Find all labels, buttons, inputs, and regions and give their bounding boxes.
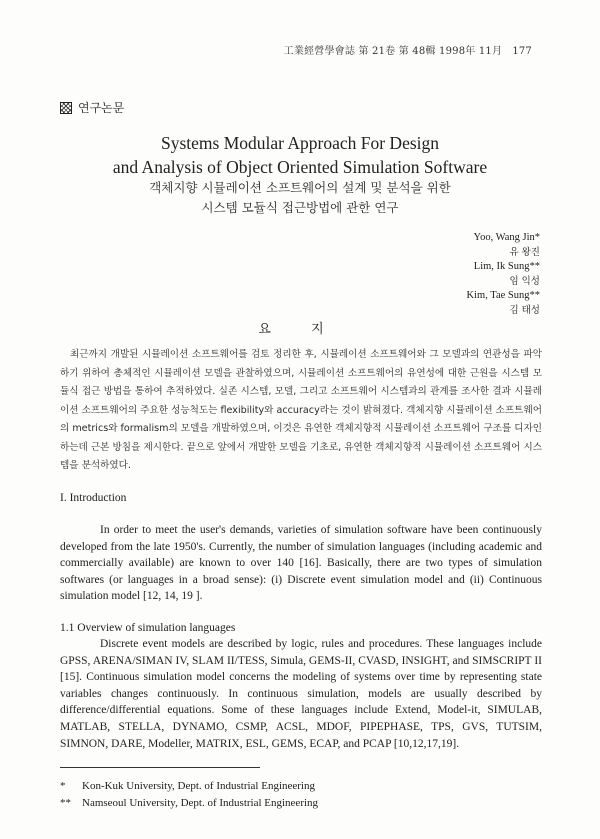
title-en-line-2: and Analysis of Object Oriented Simulation Software (112, 157, 488, 177)
author-name-korean: 임 익성 (509, 275, 540, 287)
author-name: Kim, Tae Sung** (466, 290, 540, 302)
running-header (284, 42, 532, 57)
journal-citation: 工業經營學會誌 第 21卷 第 48輯 1998年 11月 (283, 46, 503, 57)
introduction-paragraph: In order to meet the user's demands, varieties of simulation software have been continuously developed from the late 1950's. Currently, the number of simulation languages (including academic and commercially available) are known to over 140 [16]. Basically, there are two types of simulation softwares (or languages in a broad sense): (i) Discrete event simulation model and (ii) Continuous simulation model [12, 14, 19 ]. (60, 524, 542, 603)
footnote-text: Namseoul University, Dept. of Industrial Engineering (82, 797, 319, 809)
section-tag-label: 연구논문 (78, 101, 125, 115)
footnote-divider (60, 767, 260, 768)
footnote (60, 795, 318, 812)
subsection-heading: 1.1 Overview of simulation languages (60, 622, 236, 634)
footnote-mark: * (60, 780, 66, 792)
paper-title-korean (0, 178, 600, 218)
author-name-korean: 유 왕진 (509, 246, 540, 258)
overview-paragraph: Discrete event models are described by logic, rules and procedures. These languages include GPSS, ARENA/SIMAN IV, SLAM II/TESS, Simula, GEMS-II, CVASD, INSIGHT, and SIMSCRIPT II [15]. Continuous simulation model concerns the modeling of systems over time by representing state variables changes continuously. In continuous simulation, models are usually described by difference/differential equations. Some of these languages include Extend, Model-it, SIMULAB, MATLAB, STELLA, DYNAMO, CSMP, ACSL, MDOF, PIPEPHASE, TPS, GVS, TUTSIM, SIMNON, DARE, Modeller, MATRIX, ESL, GEMS, ECAP, and PCAP [10,12,17,19]. (60, 638, 542, 750)
paper-title-english (0, 131, 600, 179)
abstract-heading: 요 지 (258, 322, 342, 337)
footnote-mark: ** (60, 797, 71, 809)
author-name-korean: 김 태성 (509, 304, 540, 316)
section-tag (60, 99, 124, 116)
author-name: Yoo, Wang Jin* (473, 232, 540, 243)
page-number: 177 (512, 46, 532, 57)
hatched-box-icon (60, 102, 72, 114)
author-list (467, 231, 540, 319)
author-name: Lim, Ik Sung** (473, 261, 540, 273)
footnote-text: Kon-Kuk University, Dept. of Industrial Engineering (82, 780, 315, 792)
title-ko-line-2: 시스템 모듈식 접근방법에 관한 연구 (201, 200, 399, 215)
footnote (60, 778, 318, 795)
introduction-heading: I. Introduction (60, 492, 127, 504)
abstract-text: 최근까지 개발된 시뮬레이션 소프트웨어를 검토 정리한 후, 시뮬레이션 소프트웨어와 그 모델과의 연관성을 파악하기 위하여 총체적인 시뮬레이션 모델을 관찰하였으며, 시뮬레이션 소프트웨어의 유연성에 대한 근원을 시스템 모듈식 접근 방법을 통하여 추적하였다. 실존 시스템, 모델, 그리고 소프트웨어 시스템과의 관계를 조사한 결과 시뮬레이션 소프트웨어의 주요한 성능척도는 flexibility와 accuracy라는 것이 밝혀졌다. 객체지향 시뮬레이션 소프트웨어의 metrics와 formalism의 모델을 개발하였으며, 이것은 유연한 객체지향적 시뮬레이션 소프트웨어 구조를 디자인하는데 근본 방침을 제시한다. 끝으로 앞에서 개발한 모델을 기초로, 유연한 객체지향적 시뮬레이션 소프트웨어 시스템을 분석하였다. (60, 349, 542, 471)
title-ko-line-1: 객체지향 시뮬레이션 소프트웨어의 설계 및 분석을 위한 (149, 180, 451, 195)
title-en-line-1: Systems Modular Approach For Design (160, 133, 440, 153)
footnotes (60, 778, 318, 812)
